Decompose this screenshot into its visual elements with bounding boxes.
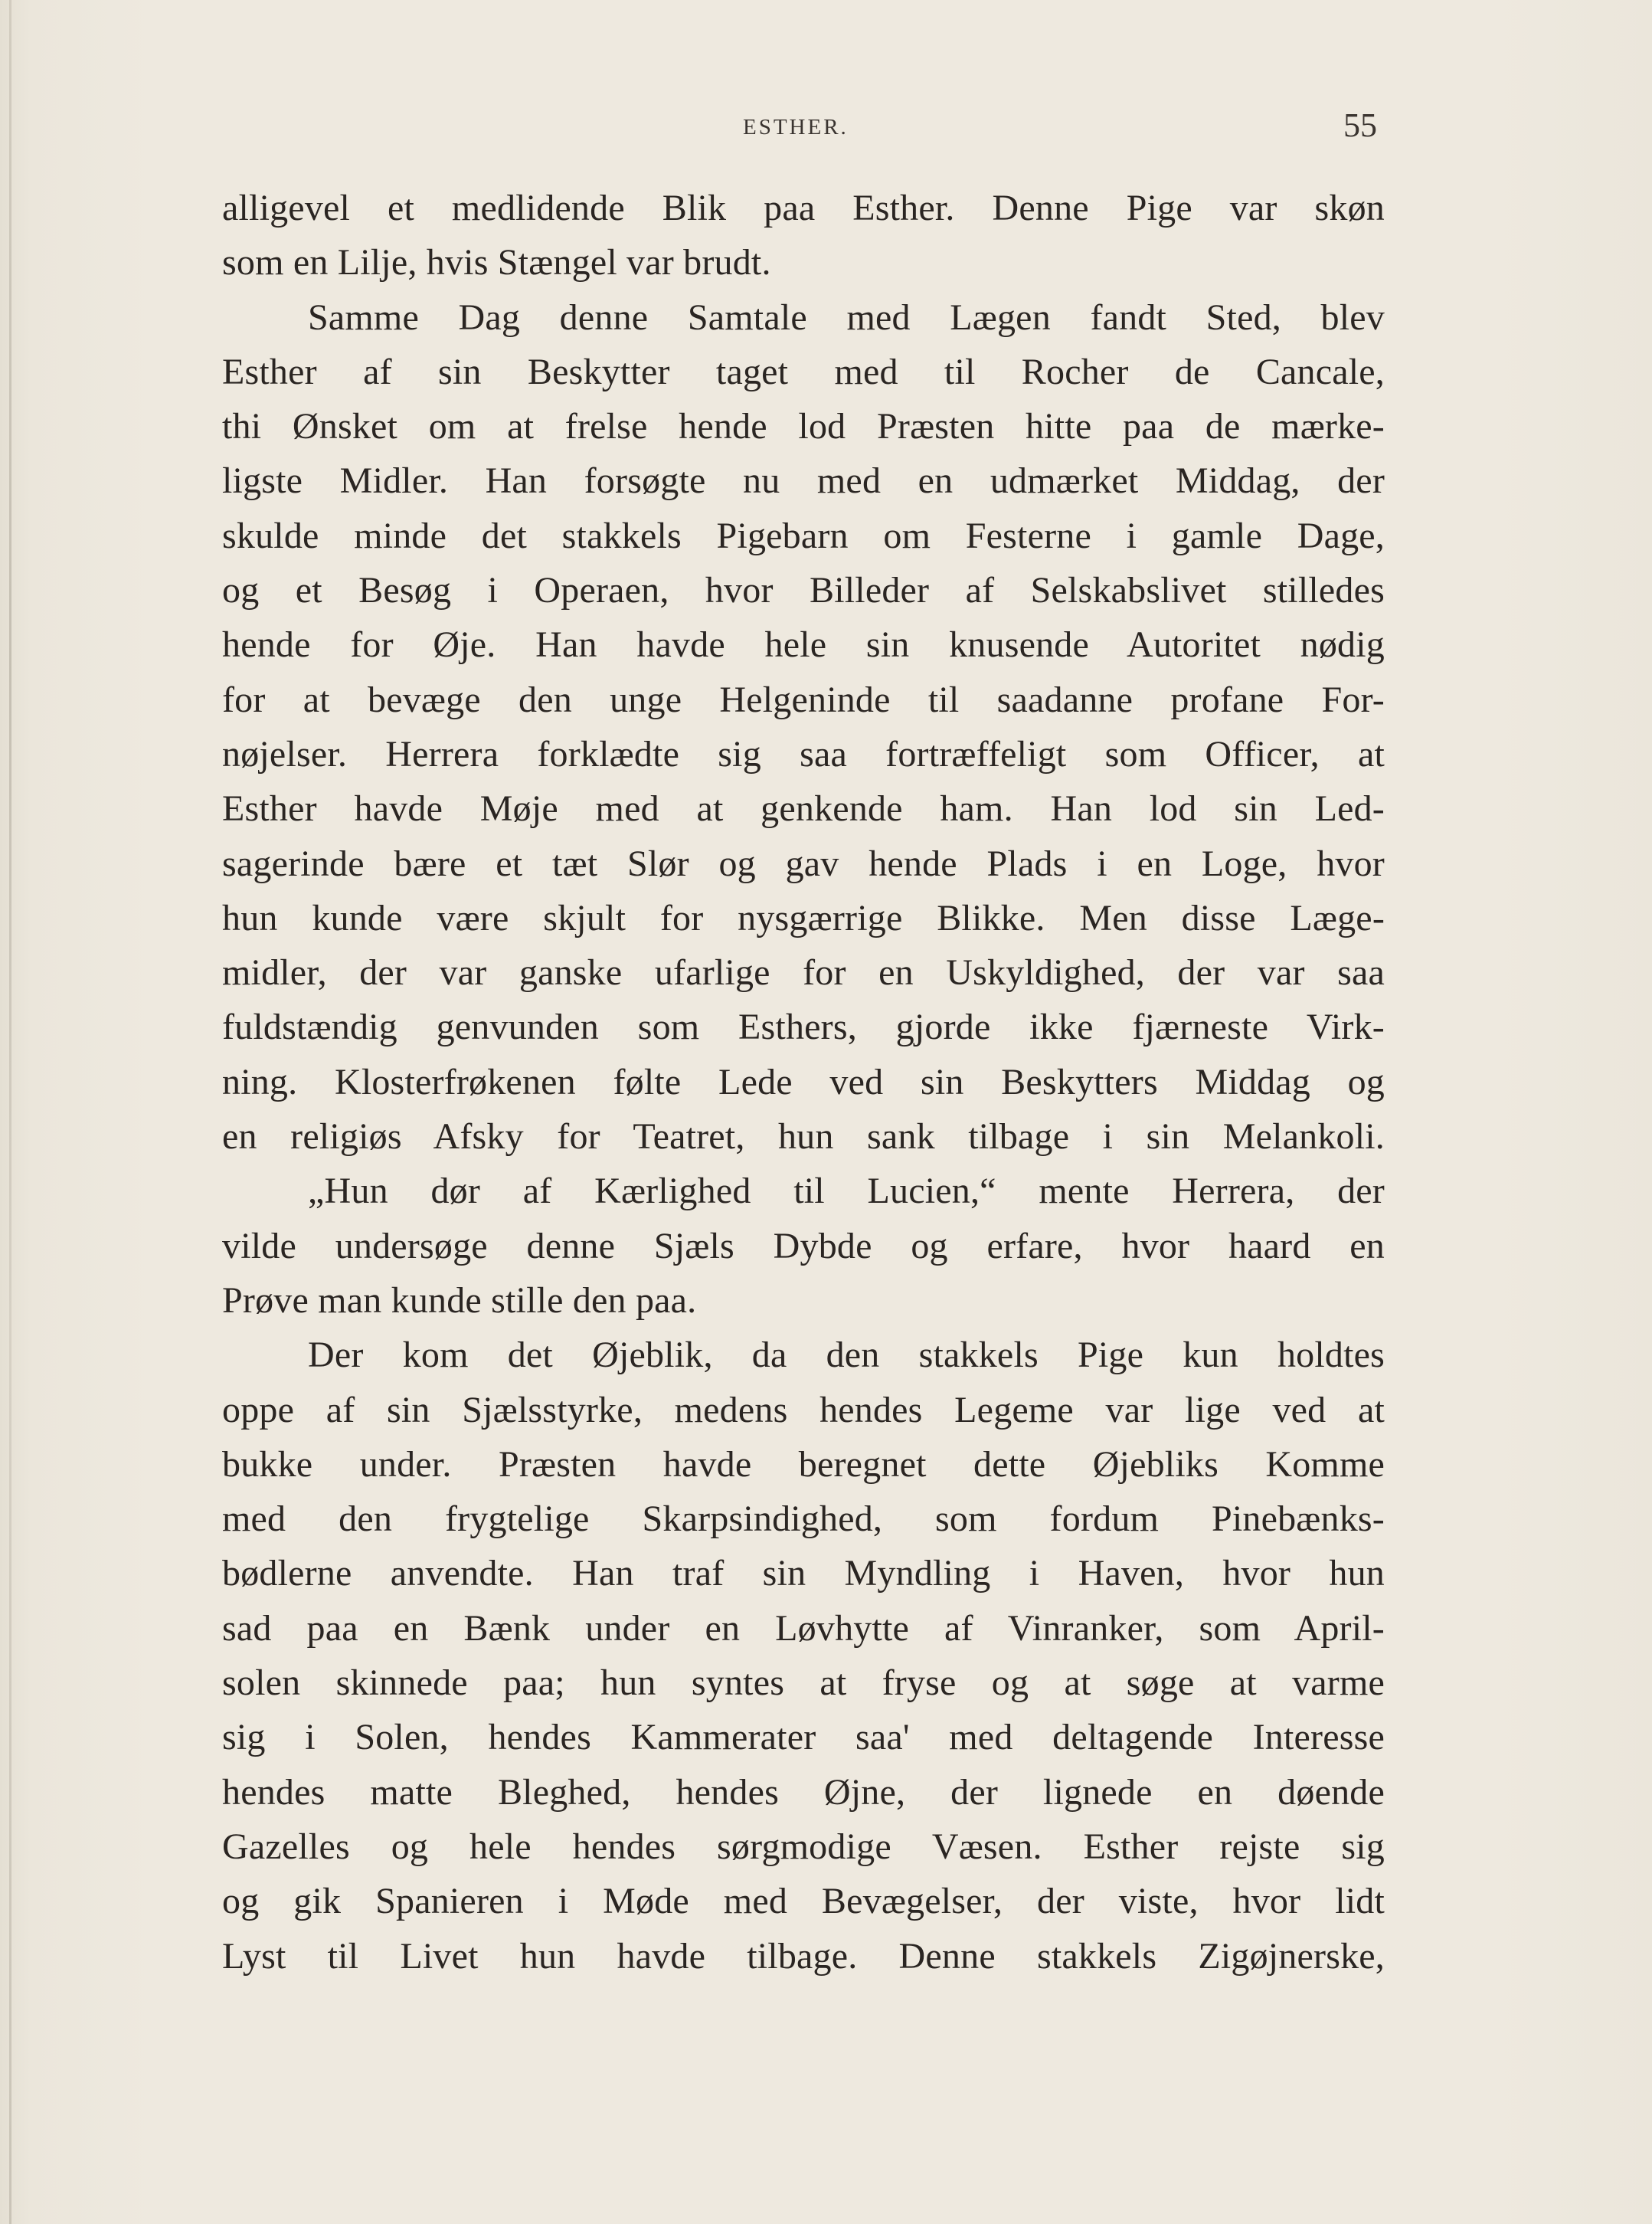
text-line: og gik Spanieren i Møde med Bevægelser, der viste, hvor lidt bbox=[222, 1881, 1385, 1922]
text-line: en religiøs Afsky for Teatret, hun sank tilbage i sin Melankoli. bbox=[222, 1116, 1385, 1158]
text-line: som en Lilje, hvis Stængel var brudt. bbox=[222, 242, 771, 283]
text-line: hun kunde være skjult for nysgærrige Blikke. Men disse Læge- bbox=[222, 897, 1385, 938]
text-line: midler, der var ganske ufarlige for en Uskyldighed, der var saa bbox=[222, 952, 1385, 994]
text-line: „Hun dør af Kærlighed til Lucien,“ mente Herrera, der bbox=[308, 1171, 1385, 1212]
text-line: thi Ønsket om at frelse hende lod Præsten hitte paa de mærke- bbox=[222, 406, 1385, 447]
text-line: solen skinnede paa; hun syntes at fryse og at søge at varme bbox=[222, 1662, 1385, 1704]
text-line: og et Besøg i Operaen, hvor Billeder af Selskabslivet stilledes bbox=[222, 570, 1385, 611]
text-line: bukke under. Præsten havde beregnet dette Øjebliks Komme bbox=[222, 1443, 1385, 1485]
text-line: fuldstændig genvunden som Esthers, gjorde ikke fjærneste Virk- bbox=[222, 1007, 1385, 1048]
text-line: med den frygtelige Skarpsindighed, som fordum Pinebænks- bbox=[222, 1498, 1385, 1540]
text-line: alligevel et medlidende Blik paa Esther. Denne Pige var skøn bbox=[222, 188, 1385, 228]
text-line: sig i Solen, hendes Kammerater saa' med deltagende Interesse bbox=[222, 1717, 1385, 1758]
running-title: ESTHER. bbox=[743, 115, 849, 139]
page-number: 55 bbox=[1343, 106, 1377, 144]
text-line: bødlerne anvendte. Han traf sin Myndling i Haven, hvor hun bbox=[222, 1553, 1385, 1594]
text-line: skulde minde det stakkels Pigebarn om Festerne i gamle Dage, bbox=[222, 515, 1385, 556]
text-line: ning. Klosterfrøkenen følte Lede ved sin Beskytters Middag og bbox=[222, 1061, 1385, 1102]
text-line: ligste Midler. Han forsøgte nu med en udmærket Middag, der bbox=[222, 460, 1385, 502]
text-line: Der kom det Øjeblik, da den stakkels Pige kun holdtes bbox=[308, 1335, 1385, 1376]
text-line: Prøve man kunde stille den paa. bbox=[222, 1279, 697, 1321]
body-text bbox=[222, 181, 1385, 1983]
text-line: Lyst til Livet hun havde tilbage. Denne stakkels Zigøjnerske, bbox=[222, 1935, 1385, 1977]
text-line: sad paa en Bænk under en Løvhytte af Vinranker, som April- bbox=[222, 1607, 1385, 1649]
text-line: Gazelles og hele hendes sørgmodige Væsen. Esther rejste sig bbox=[222, 1826, 1385, 1867]
text-line: vilde undersøge denne Sjæls Dybde og erfare, hvor haard en bbox=[222, 1225, 1385, 1266]
text-line: sagerinde bære et tæt Slør og gav hende Plads i en Loge, hvor bbox=[222, 843, 1385, 884]
text-line: Esther af sin Beskytter taget med til Rocher de Cancale, bbox=[222, 351, 1385, 392]
text-line: for at bevæge den unge Helgeninde til saadanne profane For- bbox=[222, 679, 1385, 720]
text-line: oppe af sin Sjælsstyrke, medens hendes Legeme var lige ved at bbox=[222, 1389, 1385, 1430]
text-line: Samme Dag denne Samtale med Lægen fandt Sted, blev bbox=[308, 296, 1385, 338]
binding-edge bbox=[9, 0, 11, 2224]
text-line: nøjelser. Herrera forklædte sig saa fortræffeligt som Officer, at bbox=[222, 733, 1385, 775]
page-header bbox=[222, 106, 1385, 152]
text-line: Esther havde Møje med at genkende ham. Han lod sin Led- bbox=[222, 788, 1385, 830]
text-line: hende for Øje. Han havde hele sin knusende Autoritet nødig bbox=[222, 624, 1385, 666]
text-line: hendes matte Bleghed, hendes Øjne, der lignede en døende bbox=[222, 1771, 1385, 1813]
